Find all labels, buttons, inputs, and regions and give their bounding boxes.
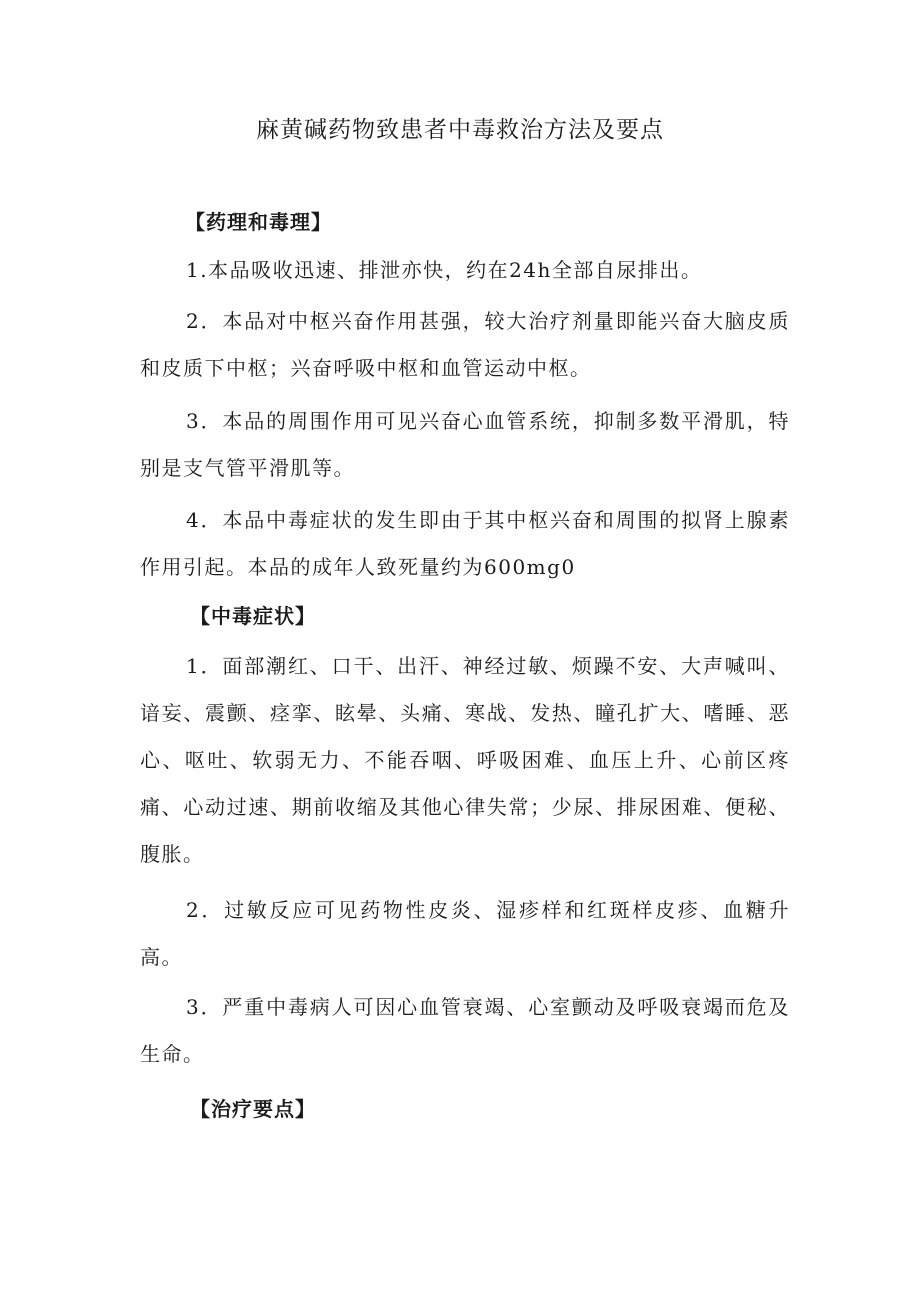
symptoms-item-2: 2．过敏反应可见药物性皮炎、湿疹样和红斑样皮疹、血糖升高。 [140, 898, 790, 969]
pharmacology-item-1: 1.本品吸收迅速、排泄亦快，约在24h全部自尿排出。 [186, 258, 703, 282]
pharmacology-item-3: 3．本品的周围作用可见兴奋心血管系统，抑制多数平滑肌，特别是支气管平滑肌等。 [140, 409, 790, 480]
document-title: 麻黄碱药物致患者中毒救治方法及要点 [256, 117, 664, 143]
section-heading-pharmacology: 【药理和毒理】 [185, 210, 332, 234]
pharmacology-item-4: 4．本品中毒症状的发生即由于其中枢兴奋和周围的拟肾上腺素作用引起。本品的成年人致死量约为600mg0 [140, 508, 790, 579]
symptoms-item-1: 1．面部潮红、口干、出汗、神经过敏、烦躁不安、大声喊叫、谙妄、震颤、痉挛、眩晕、头痛、寒战、发热、瞳孔扩大、嗜睡、恶心、呕吐、软弱无力、不能吞咽、呼吸困难、血压上升、心前区疼痛、心动过速、期前收缩及其他心律失常；少尿、排尿困难、便秘、腹胀。 [140, 654, 790, 866]
section-heading-symptoms: 【中毒症状】 [190, 604, 316, 628]
section-heading-treatment: 【治疗要点】 [190, 1097, 316, 1121]
pharmacology-item-2: 2．本品对中枢兴奋作用甚强，较大治疗剂量即能兴奋大脑皮质和皮质下中枢；兴奋呼吸中枢和血管运动中枢。 [140, 309, 790, 380]
symptoms-item-3: 3．严重中毒病人可因心血管衰竭、心室颤动及呼吸衰竭而危及生命。 [140, 995, 790, 1066]
